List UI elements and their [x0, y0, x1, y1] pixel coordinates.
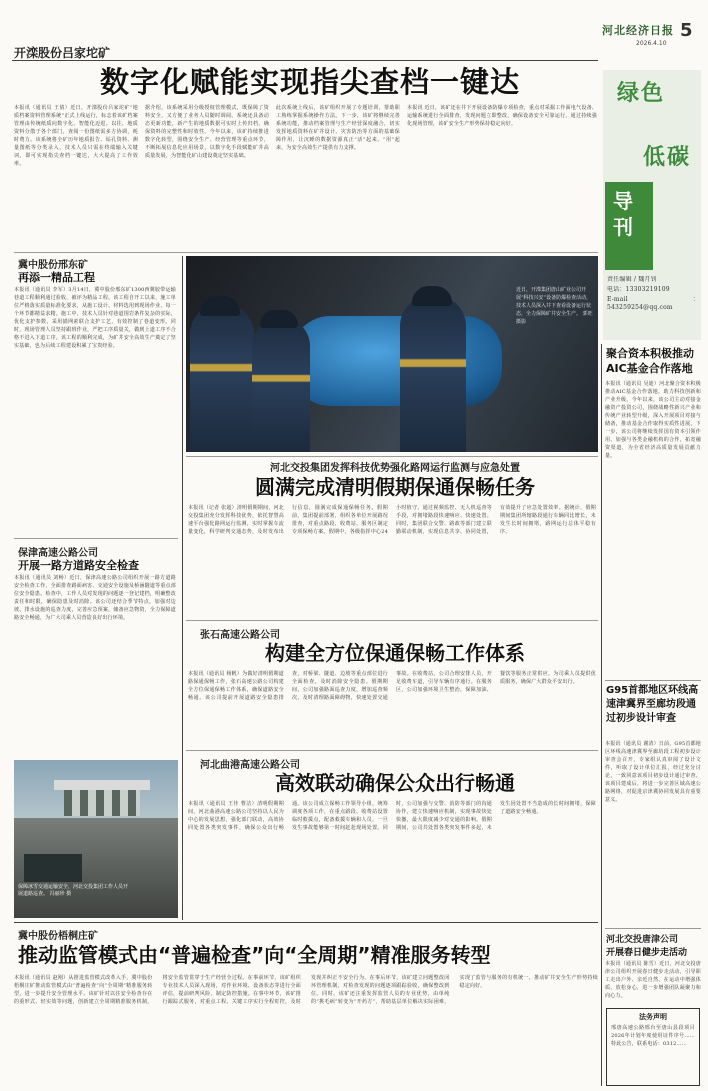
mine-photo [186, 256, 598, 452]
lead-col-1: 本报讯（通讯员 王倩）近日，开滦股份吕家坨矿“地质档案资料管理系统”正式上线运行，标志着该矿档案管理由传统纸质向数字化、智能化迈进。以往，地质资料分散于各个部门，查阅一份图纸需多方协调，耗时费力。该系统将全矿历年地质报告、钻孔资料、测量图纸等分类录入，技术人员只需在终端输入关键词，即可实现指尖查档一键达，大大提高了工作效率。 [14, 105, 138, 167]
f2-kicker: 张石高速公路公司 [200, 630, 280, 641]
bottom-kicker: 冀中股份梧桐庄矿 [18, 931, 98, 942]
bottom-title: 推动监管模式由“普遍检查”向“全周期”精准服务转型 [18, 943, 491, 967]
worker-1-helmet [200, 296, 240, 316]
toll-pillars [64, 790, 140, 816]
f1-top-rule [186, 456, 598, 457]
f2-top-rule [186, 620, 598, 621]
b3-title: 开展春日健步走活动 [606, 948, 688, 958]
right-col-divider [601, 344, 602, 1086]
f1-kicker: 河北交投集团发挥科技优势强化路网运行监测与应急处置 [270, 463, 520, 474]
tab-email: E-mail：543259254@qq.com [607, 296, 699, 311]
tab-guide-box [605, 182, 653, 270]
b3-kicker: 河北交投唐津公司 [606, 935, 679, 945]
blue-machine [292, 316, 502, 406]
lead-kicker: 开滦股份吕家坨矿 [14, 46, 111, 60]
bottom-top-rule [14, 922, 598, 923]
a1-title: 再添一精品工程 [18, 271, 95, 284]
worker-1 [190, 304, 254, 452]
tab-lowcarbon: 低碳 [643, 145, 692, 170]
b3-body: 本报讯（通讯员 陈雪）近日，河北交投唐津公司组织开展春日健步走活动，引导职工走出户外、亲近自然，在运动中增强体质、放松身心，进一步增强团队凝聚力和向心力。 [605, 961, 701, 999]
tab-guide: 导刊 [613, 189, 633, 239]
toll-canopy [54, 780, 150, 790]
tab-phone: 电话：13303219109 [607, 286, 670, 293]
lead-col-4: 本报讯 近日，该矿还在井下开展设备防爆专项检查，重点对采掘工作面电气设备、运输系统进行全面排查，发现问题立即整改，确保设备安全可靠运行。通过持续强化现场管理，该矿安全生产形势保持稳定向好。 [407, 105, 597, 127]
photo-caption-left: 保障冰雪交通运输安全，河北交投集团工作人员开展道路巡查。 冯丽珍 摄 [18, 884, 129, 897]
bottom-body: 本报讯（通讯员 赵刚）从推进监管模式改革入手，冀中股份梧桐庄矿推动监管模式由“普遍检查”向“全周期”精准服务转型，进一步提升安全管理水平。该矿针对以往安全检查存在的重形式、轻实效等问题，创新建立全周期精准服务机制，将安全监管贯穿于生产经营全过程。在事前环节，该矿组织专业技术人员深入现场，对作业环境、设备状态等进行全面评估，提前研判风险，制定防控措施。在事中环节，该矿推行跟踪式服务，对重点工程、关键工序实行全程盯控，及时发现并纠正不安全行为。在事后环节，该矿建立问题整改闭环管理机制，对检查发现的问题逐项跟踪验收，确保整改到位。同时，该矿还注重发挥监管人员的专业优势，由单纯的“挑毛病”转变为“开药方”，帮助基层单位解决实际困难，实现了监管与服务的有机统一，推动矿井安全生产形势持续稳定向好。 [14, 975, 598, 1005]
mine-photo-caption: 近日，开滦集团唐山矿业公司开展“科技兴安”设备防爆检查活动，技术人员深入井下查看设备运行状态，全力保障矿井安全生产。 郭旺 摄影 [516, 287, 593, 325]
lead-col-2: 据介绍，该系统采用分级授权管理模式，既保障了资料安全，又方便了业务人员随时调阅。系统还具备动态更新功能，新产生的地质数据可实时上传归档，确保资料的完整性和时效性。今年以来，该矿持续推进数字化转型，围绕安全生产、经营管理等重点环节，不断拓展信息化应用场景，以数字化手段赋能矿井高质量发展，为智能化矿山建设奠定坚实基础。 [145, 105, 269, 159]
b2-top-rule [605, 680, 701, 681]
page-number: 5 [680, 20, 693, 41]
notice-title: 法务声明 [639, 1013, 667, 1021]
a1-rule [14, 538, 178, 539]
b2-title: G95首都地区环线高速津冀界至廊坊段通过初步设计审查 [606, 685, 699, 724]
b2-body: 本报讯（通讯员 谢清）日前，G95首都地区环线高速津冀界至廊坊段工程初步设计审查会召开，专家组认真审阅了设计文件，听取了设计单位汇报，经过充分讨论，一致同意该项目初步设计通过审查。该项目建成后，将进一步完善区域高速公路网络，对促进京津冀协同发展具有重要意义。 [605, 741, 701, 803]
masthead [596, 8, 700, 68]
a2-body: 本报讯（通讯员 刘畅）近日，保津高速公路公司组织开展一路方道路安全检查工作，全面排查路面病害、交通安全设施及桥涵隧道等重点部位安全隐患。检查中，工作人员对发现的问题逐一登记建档，明确整改责任和时限，确保隐患及时消除。该公司还结合季节特点，加强对边坡、排水设施的巡查力度，完善应急预案，储备应急物资，全力保障道路安全畅通，为广大司乘人员营造良好出行环境。 [14, 575, 176, 621]
issue-date: 2026.4.10 [636, 40, 667, 47]
a1-body: 本报讯（通讯员 李军）3月14日，冀中股份邢东矿1300西翼胶带运输巷道工程顺利通过验收，被评为精品工程。该工程自开工以来，施工单位严格落实质量标准化要求，从施工设计、材料选用到现场作业，每一个环节都精益求精。施工中，技术人员针对巷道围岩条件复杂的实际，优化支护参数，采用锚网索联合支护工艺，有效控制了巷道变形。同时，现场管理人员坚持跟班作业，严把工序质量关，做到上道工序不合格不进入下道工序。该工程的顺利完成，为矿井安全高效生产奠定了坚实基础，也为后续工程建设积累了宝贵经验。 [14, 287, 176, 349]
section-label-top [14, 42, 110, 61]
worker-3-helmet [412, 286, 452, 306]
worker-2 [252, 318, 310, 452]
f3-kicker: 河北曲港高速公路公司 [200, 760, 300, 771]
f2-title: 构建全方位保通保畅工作体系 [265, 641, 525, 665]
truck-shape [24, 854, 82, 882]
side-tab [603, 70, 701, 340]
legal-notice [606, 1008, 700, 1086]
tab-editor: 责任编辑 / 魏月钊 [607, 276, 657, 283]
f3-title: 高效联动确保公众出行畅通 [275, 771, 515, 795]
a2-kicker: 保津高速公路公司 [18, 548, 98, 559]
b1-title: 聚合资本积极推动AIC基金合作落地 [606, 347, 694, 375]
worker-3 [400, 296, 466, 452]
b1-body: 本报讯（通讯员 吴迪）河北聚合资本积极推动AIC基金合作落地，助力科技创新和产业升级。今年以来，该公司主动对接金融资产投资公司，围绕战略性新兴产业和传统产业转型升级，深入开展项目对接与储备，推动基金合作取得实质性进展。下一步，该公司将继续发挥国有资本引领作用，加强与各类金融机构的合作，拓宽融资渠道，为全省经济高质量发展贡献力量。 [605, 381, 701, 459]
a1-kicker: 冀中股份邢东矿 [18, 260, 88, 271]
notice-text: 邢唐高速公路邢台至唐山县段项目2026年计划年度使用证件序号……特此公告，联系电话：0312…… [611, 1025, 695, 1047]
lead-col-3: 此次系统上线后，该矿组织开展了专题培训，帮助职工熟练掌握系统操作方法。下一步，该矿将继续完善系统功能，推动档案管理与生产经营深度融合，切实发挥地质资料在矿井设计、灾害防治等方面的基础保障作用，让沉睡的数据资源真正“活”起来、“用”起来，为安全高效生产提供有力支撑。 [276, 105, 400, 151]
f1-body: 本报讯（记者 张超）清明假期期间，河北交投集团充分发挥科技优势，依托智慧高速平台强化路网运行监测，实时掌握车流量变化，科学研判交通态势，及时发布出行信息，圆满完成保通保畅任务。假期前，集团提前部署，组织各单位开展路况排查，对重点路段、收费站、服务区制定专项保畅方案。假期中，各级指挥中心24小时值守，通过视频监控、无人机巡查等手段，对拥堵路段快速响应、快速处置。同时，集团联合交警、路政等部门建立联勤联动机制，实现信息共享、协同处置，有效提升了应急处置效率。据统计，假期期间集团所辖路段通行车辆同比增长，未发生长时间拥堵，路网运行总体平稳有序。 [188, 505, 596, 535]
b3-top-rule [605, 928, 701, 929]
a2-title: 开展一路方道路安全检查 [18, 559, 139, 572]
f1-title: 圆满完成清明假期保通保畅任务 [255, 475, 535, 499]
left-col-divider [182, 256, 183, 920]
paper-name: 河北经济日报 [602, 24, 674, 37]
lead-bottom-rule [14, 252, 598, 253]
lead-title: 数字化赋能实现指尖查档一键达 [99, 65, 520, 99]
tab-green: 绿色 [617, 81, 666, 106]
masthead-rule [12, 60, 598, 61]
highway-photo [14, 760, 178, 918]
f2-body: 本报讯（通讯员 杨帆）为做好清明假期道路保通保畅工作，张石高速公路公司构建全方位保通保畅工作体系，确保道路安全畅通。该公司提前开展道路安全隐患排查，对桥梁、隧道、边坡等重点部位进行全面检查，及时消除安全隐患。假期期间，公司加强路面巡查力度，增加巡查频次，及时清理路面障碍物，快速处置交通事故。在收费站，公司合理安排人员，开足收费车道，引导车辆有序通行。在服务区，公司加强环境卫生整治，保障加油、餐饮等服务正常供应，为司乘人员提供优质服务，确保广大群众平安出行。 [188, 671, 596, 701]
f3-body: 本报讯（通讯员 王佳 曹洁）清明假期期间，河北曲港高速公路公司坚持以人民为中心的发展思想，强化部门联动，高效协同处置各类突发事件，确保公众出行畅通。该公司成立保畅工作领导小组，统筹调度各项工作，在重点路段、收费站设置临时救援点，配备救援车辆和人员，一旦发生事故能够第一时间赶赴现场处置。同时，公司加强与交警、消防等部门的沟通协作，建立快速响应机制，实现事故快处快撤，最大限度减少对交通的影响。假期期间，公司共处置各类突发事件多起，未发生因处置不当造成的长时间拥堵，保障了道路安全畅通。 [188, 801, 596, 831]
worker-2-helmet [260, 310, 298, 328]
f3-top-rule [186, 750, 598, 751]
